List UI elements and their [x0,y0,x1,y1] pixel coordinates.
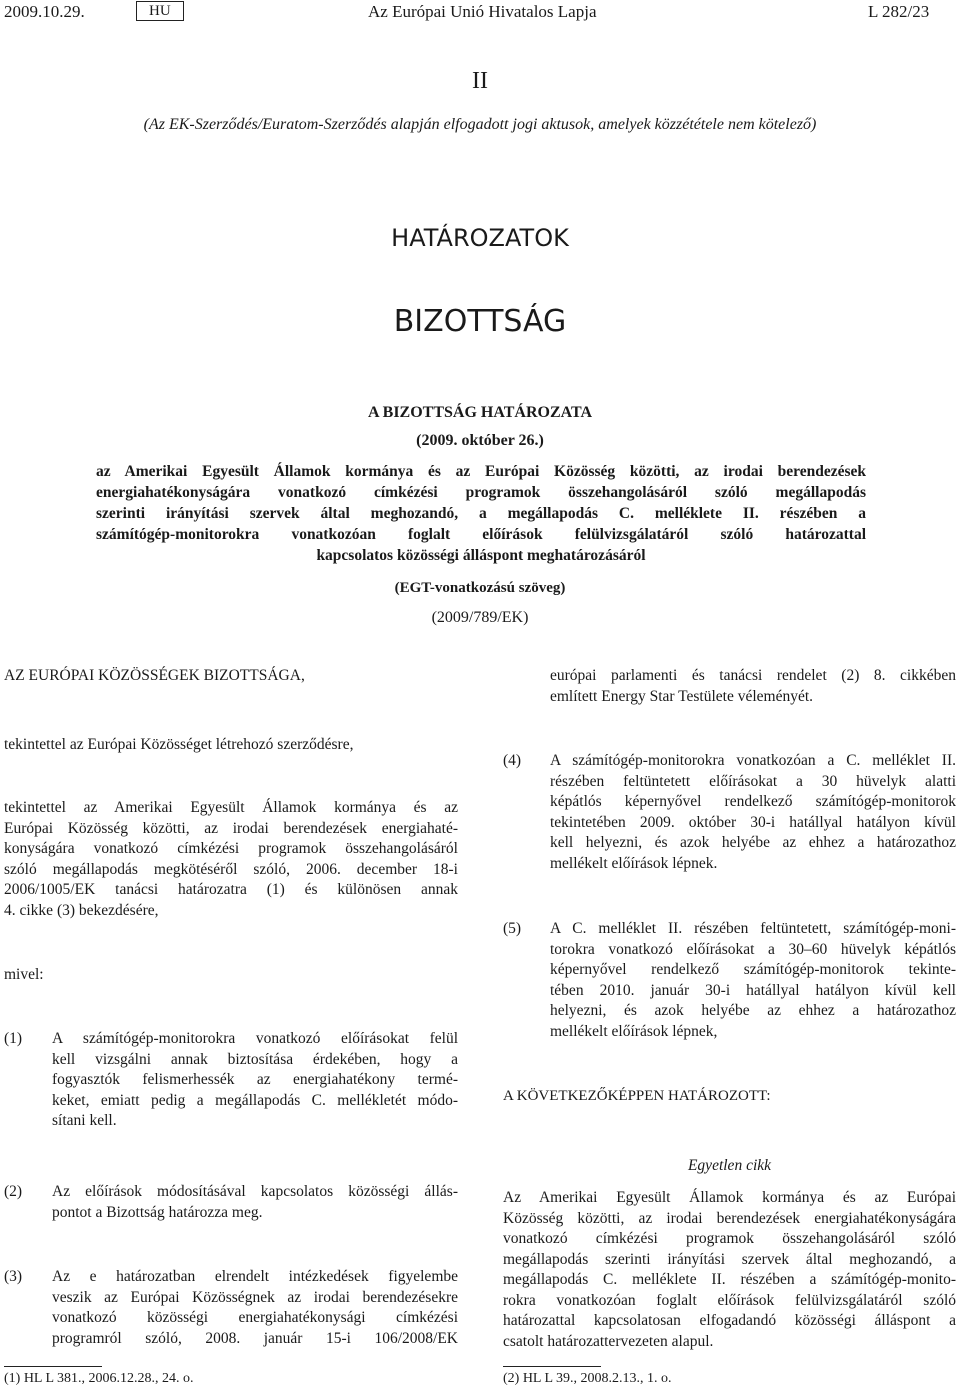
recital-line: torokra vonatkozó előírásokat a 30–60 hüvelyk képátlós [550,940,956,958]
recital-4 [503,751,956,881]
recital-line: Az előírások módosításával kapcsolatos közösségi állás- [52,1183,458,1200]
decision-subject [96,461,866,566]
subject-line: az Amerikai Egyesült Államok kormánya és az Európai Közösség közötti, az irodai berendezések [96,463,866,480]
institution-title: BIZOTTSÁG [393,304,567,339]
recital-line: mellékelt előírások lépnek, [550,1022,718,1040]
recital-line: vonatkozó közösségi energiahatékonysági címkézési [52,1309,458,1326]
citation-line: tekintettel az Amerikai Egyesült Államok kormánya és az [4,799,458,816]
article-line: Közösség közötti, az irodai berendezések energiahatékonyságára [503,1209,956,1227]
recital-number: (4) [503,752,522,769]
recital-2 [4,1182,458,1226]
article-body [503,1188,956,1352]
article-line: határozattal kapcsolatosan elfogadandó közösségi álláspont a [503,1312,956,1329]
recital-line: tében 2010. január 30-i hatállyal hatályon kívül kell [550,981,956,999]
recital-line: A számítógép-monitorokra vonatkozóan a C. melléklet II. [550,752,956,769]
recital-line: kell vizsgálni annak biztosítása érdekében, hogy a [52,1050,458,1068]
recital-line: képernyővel rendelkező számítógép-monitorok tekinte- [550,961,956,978]
citation-agreement [4,798,458,921]
recital-continuation [550,666,956,707]
citation-line: 4. cikke (3) bekezdésére, [4,901,159,919]
article-title: Egyetlen cikk [687,1157,772,1174]
eea-relevance: (EGT-vonatkozású szöveg) [394,580,566,596]
commission-heading: AZ EURÓPAI KÖZÖSSÉGEK BIZOTTSÁGA, [4,667,305,684]
subject-line: energiahatékonyságára vonatkozó címkézési programok összehangolásáról szóló megállapodás [96,484,866,501]
article-line: vonatkozó címkézési programok összehangolásáról szóló [503,1230,956,1247]
recital-line: pontot a Bizottság határozza meg. [52,1203,263,1221]
section-title: HATÁROZATOK [391,224,569,252]
subject-line: számítógép-monitorokra vonatkozóan foglalt előírások felülvizsgálatáról szóló határozattal [96,526,866,543]
recital-line: tekintetében 2009. október 30-i hatállyal hatályon kívül [550,813,956,831]
recital-line: képátlós képernyővel rendelkező számítógép-monitorok [550,793,956,810]
page-reference: L 282/23 [868,2,930,21]
recital-line: helyezni, és azok helyébe az ehhez a határozathoz [550,1002,956,1019]
recital-line: A C. melléklet II. részében feltüntetett, számítógép-moni- [550,920,956,937]
recital-line: programról szóló, 2008. január 15-i 106/2008/EK [52,1329,458,1347]
citation-line: szóló megállapodás megkötéséről szóló, 2006. december 18-i [4,860,458,878]
citation-line: Európai Közösség közötti, az irodai berendezések energiahaté- [4,819,458,837]
recital-number: (3) [4,1268,23,1285]
part-number: II [472,68,488,94]
journal-title: Az Európai Unió Hivatalos Lapja [368,2,597,21]
part-subtitle: (Az EK-Szerződés/Euratom-Szerződés alapján elfogadott jogi aktusok, amelyek közzététele nem kötelező) [143,116,817,133]
article-line: csatolt határozattervezeten alapul. [503,1332,714,1350]
decision-date: (2009. október 26.) [416,432,544,449]
recital-line: kell helyezni, és azok helyébe az ehhez a határozathoz [550,834,956,851]
recital-line: fogyasztók felismerhessék az energiahatékony termé- [52,1071,458,1088]
citation-line: 2006/1005/EK tanácsi határozatra (1) és különösen annak [4,881,458,898]
recital-line: részében feltüntetett előírásokat a 30 hüvelyk alatti [550,772,956,790]
footnote-rule [4,1366,102,1367]
subject-line: kapcsolatos közösségi álláspont meghatározásáról [316,547,646,564]
recital-line: keket, emiatt pedig a megállapodás C. mellékletét módo- [52,1091,458,1109]
decided-heading: A KÖVETKEZŐKÉPPEN HATÁROZOTT: [503,1088,771,1104]
continuation-line: említett Energy Star Testülete véleményét. [550,687,814,705]
recital-line: Az e határozatban elrendelt intézkedések figyelembe [52,1268,458,1285]
citation-line: konyságára vonatkozó címkézési programok összehangolásáról [4,840,458,857]
decision-number: (2009/789/EK) [431,609,529,626]
subject-line: szerinti irányítási szervek által meghozandó, a megállapodás C. melléklete II. részében a [96,505,866,522]
recital-5 [503,919,956,1049]
article-line: rokra vonatkozóan foglalt előírások felülvizsgálatáról szóló [503,1291,956,1309]
decision-title: A BIZOTTSÁG HATÁROZATA [367,404,593,421]
footnote-rule [503,1366,601,1367]
footnote-2: (2) HL L 39., 2008.2.13., 1. o. [503,1371,672,1386]
language-badge: HU [136,1,184,21]
recital-3 [4,1267,458,1353]
article-line: Az Amerikai Egyesült Államok kormánya és az Európai [503,1189,956,1206]
recital-1 [4,1029,458,1139]
citation-treaty: tekintettel az Európai Közösséget létrehozó szerződésre, [4,736,354,753]
whereas-label: mivel: [4,966,44,983]
recital-line: A számítógép-monitorokra vonatkozó előírásokat felül [52,1030,458,1047]
recital-number: (2) [4,1183,23,1200]
article-line: megállapodás C. melléklete II. részében a számítógép-monito- [503,1271,956,1288]
recital-line: mellékelt előírások lépnek. [550,854,718,872]
continuation-line: európai parlamenti és tanácsi rendelet (2) 8. cikkében [550,667,956,684]
recital-line: veszik az Európai Közösségnek az irodai berendezésekre [52,1288,458,1306]
article-line: megállapodás szerinti irányítási szervek által meghozandó, a [503,1250,956,1268]
recital-line: sítani kell. [52,1112,117,1129]
recital-number: (1) [4,1030,23,1047]
header-date: 2009.10.29. [4,2,85,21]
recital-number: (5) [503,920,522,937]
footnote-1: (1) HL L 381., 2006.12.28., 24. o. [4,1371,194,1386]
